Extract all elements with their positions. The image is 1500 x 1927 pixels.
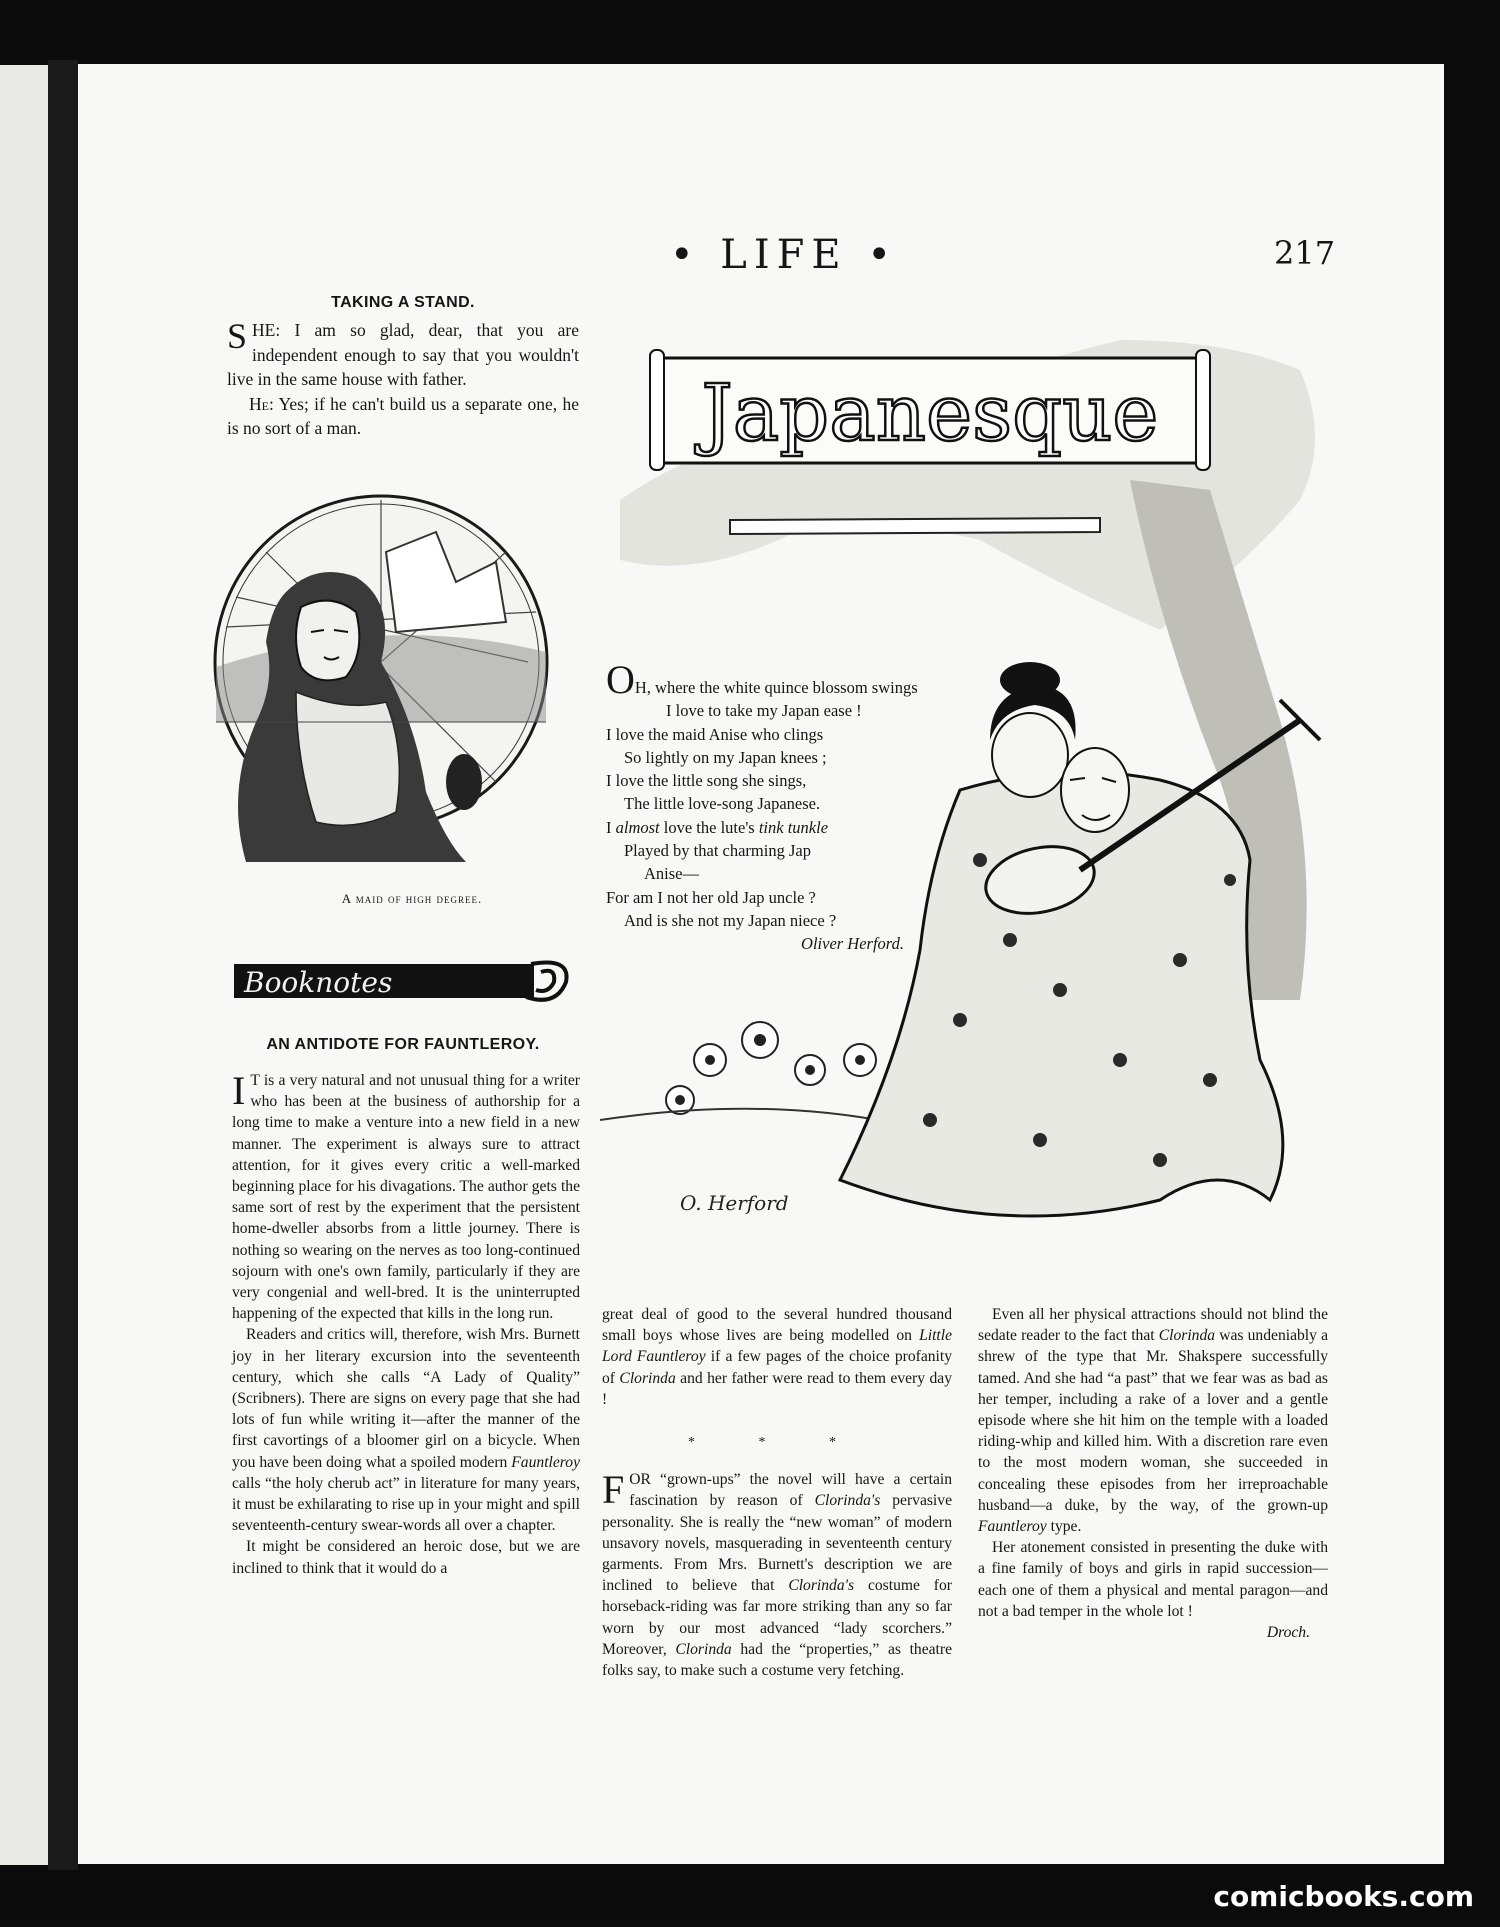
- c2p1-d: Clorinda: [619, 1369, 676, 1387]
- antidote-paragraph-1: T is a very natural and not unusual thing for a writer who has been at the business of authorship for a long time to make a venture into a new field in a new manner. The experiment is always sure to attract attention, for it gives every critic a well-marked beginning place for his divagations. The author gets the same sort of rest by the experiment that the persistent home-dweller absorbs from a little journey. There is nothing so wearing on the nerves as too long-continued sojourn with one's own family, particularly if they are very congenial and well-bred. It is the uninterrupted happening of the expected that kills in the long run.: [232, 1072, 580, 1323]
- poem-line-1: [606, 657, 1026, 702]
- poem-line-9: Anise—: [644, 864, 699, 884]
- poem-line-7-d: tink tunkle: [758, 817, 829, 837]
- poem-dropcap: O: [606, 657, 635, 702]
- poem-line-7-a: I: [606, 817, 616, 837]
- c2p2-d: Clorinda's: [788, 1577, 855, 1595]
- antidote-p2-c: calls “the holy cherub act” in literature for many years, it must be exhilarating to rise up in your might and spill seventeenth-century swear-words all over a chapter.: [232, 1474, 580, 1535]
- c2p2-g: had the “properties,” as theatre folks say, to make such a costume very fetching.: [602, 1640, 952, 1680]
- antidote-p2-a: Readers and critics will, therefore, wish Mrs. Burnett joy in her literary excursion into the seventeenth century, which she calls “A Lady of Quality” (Scribners). There are signs on every page that she had lots of fun while writing it—after the manner of the first cavortings of a bloomer girl on a bicycle. When you have been doing what a spoiled modern: [232, 1326, 580, 1471]
- antidote-col2-paragraph-1: [602, 1304, 952, 1410]
- japanesque-poem: [606, 657, 1026, 956]
- c2p2-c: pervasive personality. She is really the “new woman” of modern unsavory novels, masquerading in seventeenth century garments. From Mrs. Burnett's description we are inclined to believe that: [602, 1492, 952, 1595]
- c2p1-b: Little Lord Fauntleroy: [602, 1327, 952, 1366]
- herford-signature: O. Herford: [680, 1191, 789, 1215]
- poem-line-8: Played by that charming Jap: [624, 841, 811, 861]
- masthead: • LIFE •: [670, 232, 898, 278]
- poem-line-2: I love to take my Japan ease !: [666, 701, 862, 721]
- maid-illustration: [206, 492, 558, 862]
- poem-line-7: [606, 816, 1026, 839]
- c3p1-c: was undeniably a shrew of the type that Mr. Shakspere successfully tamed. And she had “a past” that we fear was as bad as her temper, including a rake of a lover and a gentle episode where she hit him on the temple with a loaded riding-whip and killed him. With a discretion rare even to the most modern woman, she succeeded in concealing these episodes from her irreproachable husband—a duke, by the way, of the grown-up: [978, 1327, 1328, 1514]
- antidote-dropcap: I: [232, 1068, 246, 1113]
- taking-a-stand-heading: TAKING A STAND.: [331, 294, 475, 311]
- poem-line-1-visible: H, where the white quince blossom swings: [634, 678, 918, 697]
- c2p2-b: Clorinda's: [814, 1492, 881, 1510]
- c2p1-a: great deal of good to the several hundred thousand small boys whose lives are being modelled on: [602, 1306, 952, 1345]
- antidote-col2-paragraph-2: [602, 1469, 952, 1681]
- she-line: I am so glad, dear, that you are independent enough to say that you wouldn't live in the same house with father.: [227, 320, 579, 389]
- antidote-column-1: [232, 1070, 580, 1579]
- poem-line-7-c: love the lute's: [659, 817, 759, 837]
- c2p2-f: Clorinda: [675, 1640, 732, 1658]
- she-dropcap: S: [227, 316, 248, 356]
- antidote-paragraph-2: [232, 1324, 580, 1536]
- c2p1-c: if a few pages of the choice profanity of: [602, 1348, 953, 1387]
- taking-a-stand-article: [227, 294, 579, 441]
- antidote-paragraph-3: It might be considered an heroic dose, but we are inclined to think that it would do a: [232, 1538, 580, 1577]
- c2p2-e: costume for horseback-riding was far more striking than any so far worn by our most advanced “lady scorchers.” Moreover,: [602, 1577, 952, 1658]
- c3p1-b: Clorinda: [1158, 1327, 1216, 1345]
- poem-line-6: The little love-song Japanese.: [624, 794, 821, 814]
- c3p1-e: type.: [1046, 1518, 1082, 1536]
- droch-signature: Droch.: [1266, 1624, 1310, 1642]
- previous-page-edge: [0, 65, 48, 1865]
- illustration-caption: A maid of high degree.: [341, 891, 483, 906]
- c3p1-a: Even all her physical attractions should not blind the sedate reader to the fact that: [978, 1306, 1328, 1345]
- antidote-p2-b: Fauntleroy: [511, 1453, 580, 1471]
- section-break-stars: * * *: [688, 1435, 866, 1451]
- poem-line-7-b: almost: [615, 817, 660, 837]
- antidote-col3-paragraph-1: [978, 1304, 1328, 1537]
- antidote-col3-paragraph-2: Her atonement consisted in presenting the duke with a fine family of boys and girls in rapid succession—each one of them a physical and mental paragon—and not a bad temper in the whole lot !: [978, 1539, 1328, 1620]
- he-label: He:: [249, 393, 274, 414]
- c2p1-e: and her father were read to them every day !: [602, 1369, 952, 1408]
- page-number: 217: [1274, 234, 1336, 272]
- c2p2-a: OR “grown-ups” the novel will have a certain fascination by reason of: [629, 1471, 952, 1510]
- antidote-column-3: [978, 1304, 1328, 1643]
- antidote-heading: AN ANTIDOTE FOR FAUNTLEROY.: [266, 1036, 540, 1053]
- poem-line-3: I love the maid Anise who clings: [606, 724, 824, 744]
- poem-line-4: So lightly on my Japan knees ;: [624, 747, 827, 767]
- she-label: HE:: [252, 320, 281, 340]
- booknotes-banner: [226, 952, 578, 1012]
- poem-author: Oliver Herford.: [801, 934, 904, 954]
- he-line: Yes; if he can't build us a separate one, he is no sort of a man.: [227, 393, 579, 438]
- poem-line-11: And is she not my Japan niece ?: [624, 910, 837, 930]
- booknotes-banner-text: Booknotes: [244, 966, 393, 999]
- watermark: comicbooks.com: [1213, 1880, 1474, 1913]
- poem-line-5: I love the little song she sings,: [606, 771, 807, 791]
- poem-line-10: For am I not her old Jap uncle ?: [606, 887, 816, 907]
- antidote-column-2: [602, 1304, 952, 1681]
- japanesque-title: Japanesque: [701, 369, 1159, 459]
- antidote-col2-dropcap: F: [602, 1467, 625, 1513]
- page-gutter: [48, 60, 78, 1870]
- c3p1-d: Fauntleroy: [978, 1518, 1047, 1536]
